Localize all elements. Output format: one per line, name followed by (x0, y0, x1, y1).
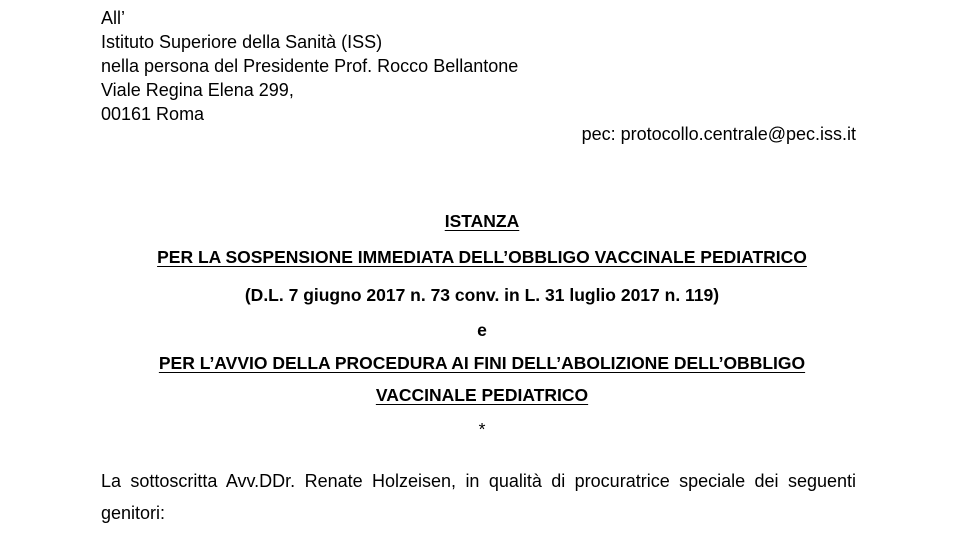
addressee-line: Istituto Superiore della Sanità (ISS) (101, 32, 383, 52)
body-paragraph: La sottoscritta Avv.DDr. Renate Holzeisen, in qualità di procuratrice speciale dei seguenti genitori: (101, 471, 856, 523)
addressee-line: nella persona del Presidente Prof. Rocco Bellantone (101, 56, 519, 76)
heading-line-1-text: PER LA SOSPENSIONE IMMEDIATA DELL’OBBLIGO VACCINALE PEDIATRICO (157, 247, 807, 267)
document-title (0, 209, 964, 233)
heading-line-3 (0, 351, 964, 375)
pec-address: pec: protocollo.centrale@pec.iss.it (581, 124, 856, 144)
heading-conjunction: e (477, 320, 487, 340)
heading-line-3-text: PER L’AVVIO DELLA PROCEDURA AI FINI DELL’ABOLIZIONE DELL’OBBLIGO (158, 353, 806, 373)
heading-line-4 (0, 383, 964, 407)
addressee-block (101, 6, 518, 126)
title-text: ISTANZA (444, 211, 520, 231)
heading-line-4-text: VACCINALE PEDIATRICO (375, 385, 589, 405)
addressee-line: All’ (101, 8, 126, 28)
addressee-line: 00161 Roma (101, 104, 205, 124)
heading-line-2: (D.L. 7 giugno 2017 n. 73 conv. in L. 31 luglio 2017 n. 119) (244, 285, 720, 305)
addressee-line: Viale Regina Elena 299, (101, 80, 294, 100)
section-separator: * (478, 419, 486, 439)
heading-line-1 (0, 245, 964, 269)
